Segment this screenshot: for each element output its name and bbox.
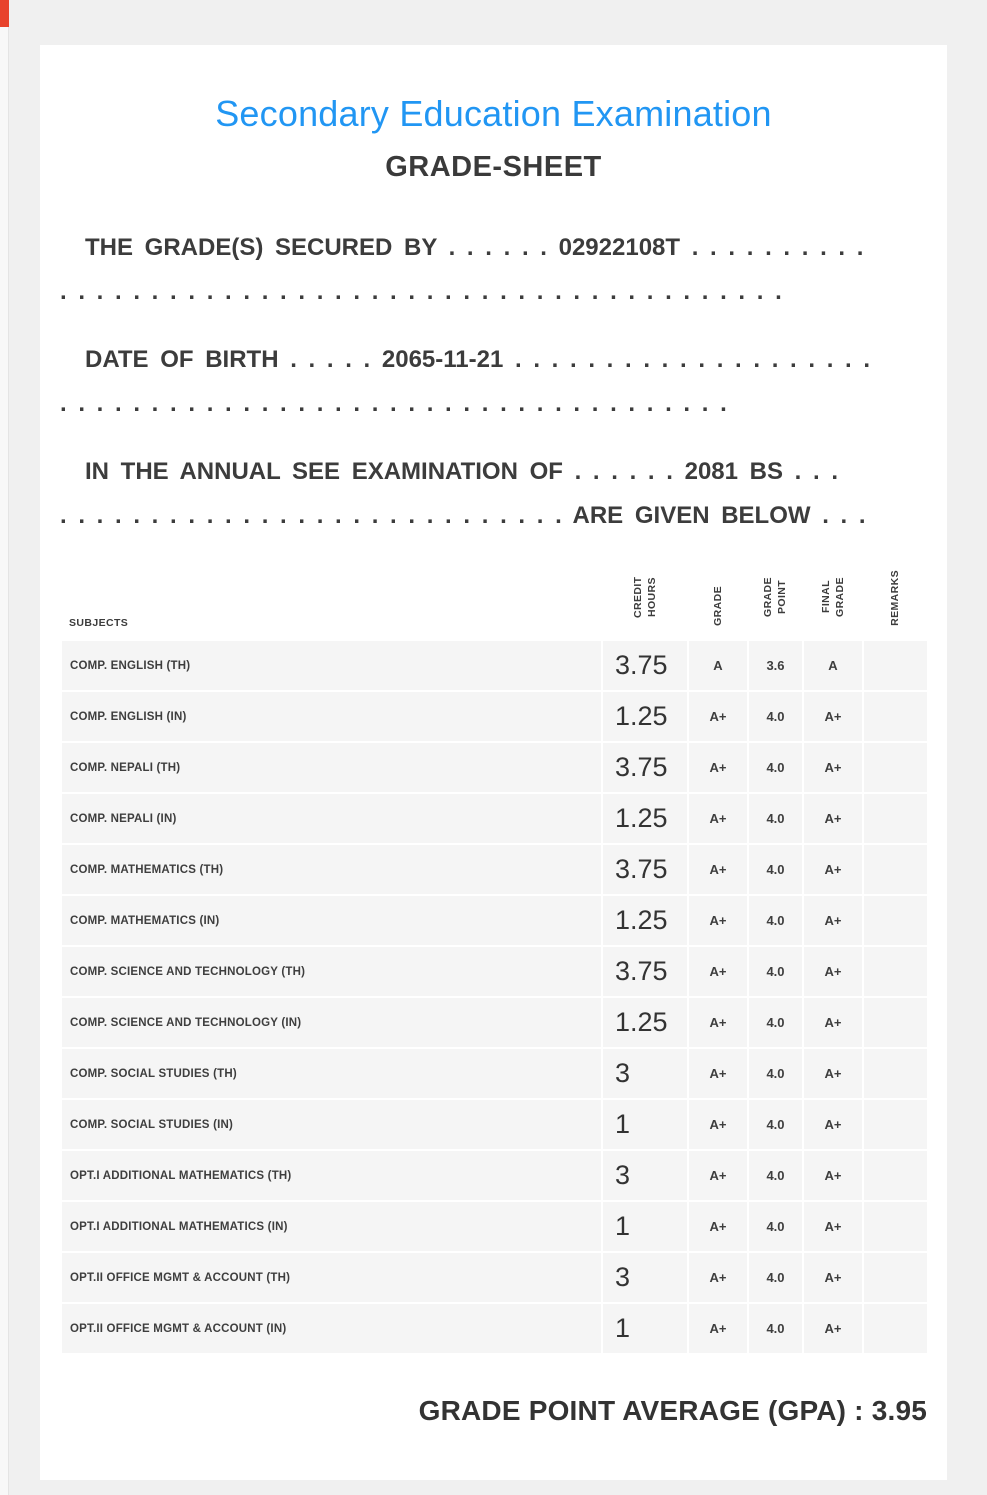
- grade-point-cell: 4.0: [748, 1150, 803, 1201]
- grade-cell: A: [688, 640, 748, 691]
- grade-cell: A+: [688, 946, 748, 997]
- subject-cell: OPT.II OFFICE MGMT & ACCOUNT (TH): [61, 1252, 602, 1303]
- subject-cell: OPT.I ADDITIONAL MATHEMATICS (IN): [61, 1201, 602, 1252]
- credit-hours-cell: 1.25: [602, 895, 688, 946]
- grade-point-cell: 4.0: [748, 1048, 803, 1099]
- grade-point-cell: 3.6: [748, 640, 803, 691]
- credit-hours-cell: 1: [602, 1099, 688, 1150]
- statement-date-of-birth: [60, 338, 927, 426]
- subject-cell: COMP. NEPALI (IN): [61, 793, 602, 844]
- statement-secured-by-line2: . . . . . . . . . . . . . . . . . . . . . . . . . . . . . . . . . . . . . . . .: [60, 278, 782, 305]
- final-grade-cell: A: [803, 640, 863, 691]
- credit-hours-cell: 3.75: [602, 640, 688, 691]
- credit-hours-cell: 3.75: [602, 742, 688, 793]
- credit-hours-cell: 3.75: [602, 946, 688, 997]
- remarks-cell: [863, 997, 928, 1048]
- credit-hours-cell: 1.25: [602, 691, 688, 742]
- grade-point-cell: 4.0: [748, 1252, 803, 1303]
- final-grade-cell: A+: [803, 1252, 863, 1303]
- remarks-cell: [863, 1303, 928, 1354]
- final-grade-cell: A+: [803, 1303, 863, 1354]
- subject-cell: OPT.II OFFICE MGMT & ACCOUNT (IN): [61, 1303, 602, 1354]
- remarks-cell: [863, 1048, 928, 1099]
- subject-cell: COMP. MATHEMATICS (TH): [61, 844, 602, 895]
- subject-cell: COMP. SOCIAL STUDIES (IN): [61, 1099, 602, 1150]
- remarks-cell: [863, 793, 928, 844]
- statement-examination: [60, 450, 927, 538]
- gpa-line: [60, 1395, 927, 1427]
- grade-cell: A+: [688, 1048, 748, 1099]
- final-grade-cell: A+: [803, 1201, 863, 1252]
- credit-hours-cell: 1: [602, 1303, 688, 1354]
- left-edge-strip: [0, 0, 9, 1495]
- final-grade-cell: A+: [803, 1048, 863, 1099]
- credit-hours-cell: 3: [602, 1150, 688, 1201]
- grade-cell: A+: [688, 895, 748, 946]
- final-grade-cell: A+: [803, 1150, 863, 1201]
- subject-cell: COMP. SCIENCE AND TECHNOLOGY (TH): [61, 946, 602, 997]
- column-header-final-grade: [803, 564, 863, 640]
- grade-point-cell: 4.0: [748, 691, 803, 742]
- grade-point-cell: 4.0: [748, 997, 803, 1048]
- statement-secured-by-line1: THE GRADE(S) SECURED BY . . . . . . 02922108T . . . . . . . . . .: [85, 234, 864, 261]
- page-title: Secondary Education Examination: [215, 93, 772, 134]
- remarks-cell: [863, 844, 928, 895]
- credit-hours-cell: 1.25: [602, 793, 688, 844]
- grade-point-cell: 4.0: [748, 1201, 803, 1252]
- remarks-cell: [863, 691, 928, 742]
- grade-cell: A+: [688, 1252, 748, 1303]
- subject-cell: COMP. NEPALI (TH): [61, 742, 602, 793]
- remarks-cell: [863, 1252, 928, 1303]
- table-row: [61, 691, 928, 742]
- grade-point-cell: 4.0: [748, 793, 803, 844]
- table-row: [61, 1201, 928, 1252]
- table-row: [61, 1303, 928, 1354]
- grade-cell: A+: [688, 742, 748, 793]
- table-row: [61, 844, 928, 895]
- final-grade-cell: A+: [803, 793, 863, 844]
- grade-cell: A+: [688, 793, 748, 844]
- remarks-cell: [863, 895, 928, 946]
- column-header-credit-hours: [602, 564, 688, 640]
- remarks-cell: [863, 1099, 928, 1150]
- remarks-cell: [863, 946, 928, 997]
- top-left-red-mark: [0, 0, 9, 27]
- grade-cell: A+: [688, 1099, 748, 1150]
- column-header-grade: [688, 564, 748, 640]
- statement-dob-line2: . . . . . . . . . . . . . . . . . . . . . . . . . . . . . . . . . . . . .: [60, 390, 727, 417]
- final-grade-cell: A+: [803, 946, 863, 997]
- final-grade-cell: A+: [803, 742, 863, 793]
- grade-point-cell: 4.0: [748, 742, 803, 793]
- subject-cell: COMP. SOCIAL STUDIES (TH): [61, 1048, 602, 1099]
- grade-cell: A+: [688, 1150, 748, 1201]
- subject-cell: COMP. MATHEMATICS (IN): [61, 895, 602, 946]
- table-row: [61, 742, 928, 793]
- statement-exam-line2: . . . . . . . . . . . . . . . . . . . . . . . . . . . . ARE GIVEN BELOW . . .: [60, 502, 866, 529]
- table-row: [61, 946, 928, 997]
- column-header-subjects: [61, 564, 602, 640]
- remarks-cell: [863, 640, 928, 691]
- table-row: [61, 640, 928, 691]
- table-row: [61, 793, 928, 844]
- column-header-final-grade-label: FINAL GRADE: [819, 577, 846, 617]
- final-grade-cell: A+: [803, 895, 863, 946]
- grade-cell: A+: [688, 997, 748, 1048]
- grade-point-cell: 4.0: [748, 946, 803, 997]
- column-header-grade-point-label: GRADE POINT: [762, 577, 789, 617]
- table-row: [61, 1048, 928, 1099]
- subject-cell: COMP. SCIENCE AND TECHNOLOGY (IN): [61, 997, 602, 1048]
- grade-sheet-card: [40, 45, 947, 1480]
- remarks-cell: [863, 1201, 928, 1252]
- remarks-cell: [863, 742, 928, 793]
- credit-hours-cell: 1.25: [602, 997, 688, 1048]
- statement-exam-line1: IN THE ANNUAL SEE EXAMINATION OF . . . . . . 2081 BS . . .: [85, 458, 838, 485]
- column-header-grade-point: [748, 564, 803, 640]
- subject-cell: COMP. ENGLISH (TH): [61, 640, 602, 691]
- table-row: [61, 895, 928, 946]
- statement-dob-line1: DATE OF BIRTH . . . . . 2065-11-21 . . . . . . . . . . . . . . . . . . . .: [85, 346, 871, 373]
- grade-point-cell: 4.0: [748, 844, 803, 895]
- credit-hours-cell: 3: [602, 1048, 688, 1099]
- grades-table-body: [61, 640, 928, 1354]
- column-header-credit-hours-label: CREDIT HOURS: [631, 576, 658, 618]
- table-row: [61, 1252, 928, 1303]
- subject-cell: OPT.I ADDITIONAL MATHEMATICS (TH): [61, 1150, 602, 1201]
- final-grade-cell: A+: [803, 844, 863, 895]
- table-row: [61, 997, 928, 1048]
- grades-table: [60, 564, 929, 1355]
- subject-cell: COMP. ENGLISH (IN): [61, 691, 602, 742]
- column-header-grade-label: GRADE: [711, 586, 724, 626]
- gpa-value: 3.95: [871, 1395, 927, 1426]
- table-row: [61, 1150, 928, 1201]
- final-grade-cell: A+: [803, 997, 863, 1048]
- final-grade-cell: A+: [803, 691, 863, 742]
- sheet-subtitle: GRADE-SHEET: [385, 151, 602, 183]
- grade-point-cell: 4.0: [748, 1099, 803, 1150]
- grade-cell: A+: [688, 691, 748, 742]
- credit-hours-cell: 3: [602, 1252, 688, 1303]
- table-row: [61, 1099, 928, 1150]
- credit-hours-cell: 3.75: [602, 844, 688, 895]
- column-header-remarks: [863, 564, 928, 640]
- column-header-subjects-label: SUBJECTS: [69, 617, 129, 629]
- grade-point-cell: 4.0: [748, 1303, 803, 1354]
- grade-cell: A+: [688, 1201, 748, 1252]
- final-grade-cell: A+: [803, 1099, 863, 1150]
- grade-cell: A+: [688, 844, 748, 895]
- gpa-label: GRADE POINT AVERAGE (GPA) :: [418, 1395, 864, 1426]
- grade-point-cell: 4.0: [748, 895, 803, 946]
- statement-secured-by: [60, 226, 927, 314]
- credit-hours-cell: 1: [602, 1201, 688, 1252]
- remarks-cell: [863, 1150, 928, 1201]
- grade-cell: A+: [688, 1303, 748, 1354]
- table-header-row: [61, 564, 928, 640]
- column-header-remarks-label: REMARKS: [889, 570, 902, 626]
